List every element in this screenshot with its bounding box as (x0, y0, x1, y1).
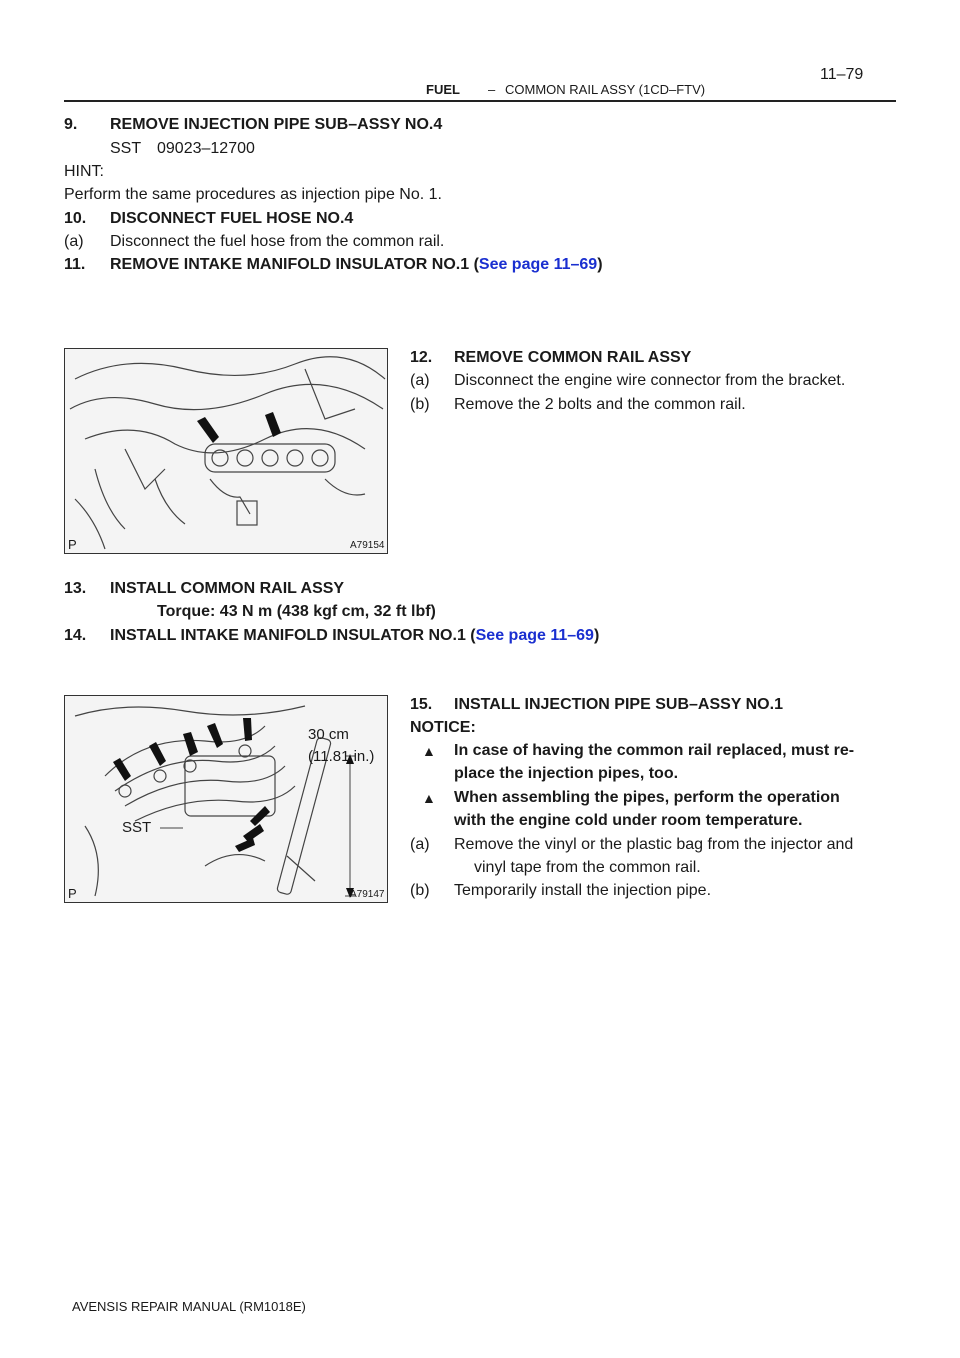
step-13-torque: Torque: 43 N m (438 kgf cm, 32 ft lbf) (157, 603, 436, 620)
notice-1-line-1: In case of having the common rail replaced, must re- (454, 742, 855, 759)
step-14-link[interactable]: See page 11–69 (475, 627, 594, 644)
figure-2-marker: P (68, 886, 77, 901)
step-12-a-label: (a) (410, 372, 430, 389)
step-12-b-text: Remove the 2 bolts and the common rail. (454, 396, 746, 413)
step-11-num: 11. (64, 256, 86, 273)
step-14-title (110, 626, 599, 646)
step-14-num: 14. (64, 627, 87, 644)
step-10-title: DISCONNECT FUEL HOSE NO.4 (110, 210, 354, 227)
step-12-num: 12. (410, 349, 433, 366)
step-13-title: INSTALL COMMON RAIL ASSY (110, 580, 345, 597)
step-15-a-line-1: Remove the vinyl or the plastic bag from the injector and (454, 836, 854, 853)
step-12-a-text: Disconnect the engine wire connector from the bracket. (454, 372, 846, 389)
engine-illustration-1 (65, 349, 387, 553)
footer-manual-id: AVENSIS REPAIR MANUAL (RM1018E) (72, 1299, 306, 1314)
step-10-a-text: Disconnect the fuel hose from the common rail. (110, 233, 445, 250)
step-15-title: INSTALL INJECTION PIPE SUB–ASSY NO.1 (454, 696, 783, 713)
step-9-title: REMOVE INJECTION PIPE SUB–ASSY NO.4 (110, 116, 443, 133)
step-14-close: ) (593, 627, 600, 644)
sst-label: SST (122, 819, 152, 836)
notice-2-bullet-icon: ▲ (422, 790, 436, 806)
figure-1-id: A79154 (350, 540, 385, 551)
step-11-text: REMOVE INTAKE MANIFOLD INSULATOR NO.1 ( (110, 256, 479, 273)
dimension-label-in: (11.81 in.) (308, 748, 375, 765)
step-12-title: REMOVE COMMON RAIL ASSY (454, 349, 692, 366)
figure-common-rail-removal (64, 348, 388, 554)
step-9-sst-label: SST (110, 140, 142, 157)
page-number: 11–79 (820, 66, 864, 83)
step-15-num: 15. (410, 696, 433, 713)
step-14-text: INSTALL INTAKE MANIFOLD INSULATOR NO.1 ( (110, 627, 476, 644)
step-15-b-label: (b) (410, 882, 430, 899)
notice-2-line-1: When assembling the pipes, perform the operation (454, 789, 840, 806)
step-15-a-label: (a) (410, 836, 430, 853)
step-11-link[interactable]: See page 11–69 (478, 256, 598, 273)
step-11-title (110, 255, 603, 275)
figure-1-marker: P (68, 537, 77, 552)
header-dash: – (488, 82, 496, 97)
hint-text: Perform the same procedures as injection pipe No. 1. (64, 186, 442, 203)
notice-1-bullet-icon: ▲ (422, 743, 436, 759)
step-9-sst-value: 09023–12700 (157, 140, 255, 157)
step-13-num: 13. (64, 580, 87, 597)
step-11-close: ) (597, 256, 603, 273)
step-9-num: 9. (64, 116, 78, 133)
header-title: COMMON RAIL ASSY (1CD–FTV) (505, 82, 706, 97)
step-15-a-line-2: vinyl tape from the common rail. (474, 859, 701, 876)
header-section: FUEL (426, 82, 460, 97)
notice-1-line-2: place the injection pipes, too. (454, 765, 679, 782)
step-12-b-label: (b) (410, 396, 430, 413)
step-15-b-text: Temporarily install the injection pipe. (454, 882, 712, 899)
notice-2-line-2: with the engine cold under room temperature. (454, 812, 803, 829)
step-10-num: 10. (64, 210, 87, 227)
figure-2-id: A79147 (350, 889, 385, 900)
dimension-label-cm: 30 cm (308, 726, 349, 743)
step-10-a-label: (a) (64, 233, 84, 250)
header-rule (64, 100, 896, 102)
hint-label: HINT: (64, 163, 104, 180)
notice-label: NOTICE: (410, 719, 476, 736)
